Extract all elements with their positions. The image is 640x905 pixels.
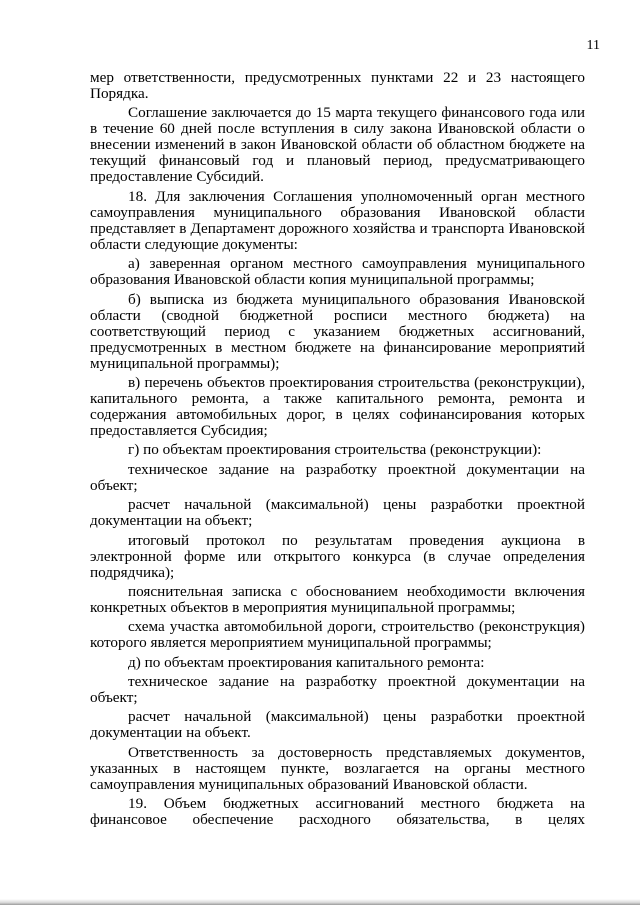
paragraph: техническое задание на разработку проектной документации на объект; bbox=[90, 460, 585, 494]
scan-edge bbox=[0, 899, 640, 905]
paragraph: Ответственность за достоверность представляемых документов, указанных в настоящем пункте, возлагается на органы местного самоуправления муниципальных образований Ивановской области. bbox=[90, 743, 585, 793]
paragraph: 19. Объем бюджетных ассигнований местного бюджета на финансовое обеспечение расходного обязательства, в целях bbox=[90, 795, 585, 829]
paragraph: пояснительная записка с обоснованием необходимости включения конкретных объектов в мероприятия муниципальной программы; bbox=[90, 582, 585, 616]
paragraph: 18. Для заключения Соглашения уполномоченный орган местного самоуправления муниципального образования Ивановской области представляет в Департамент дорожного хозяйства и транспорта Ивановской области следующие документы: bbox=[90, 187, 585, 253]
paragraph: в) перечень объектов проектирования строительства (реконструкции), капитального ремонта, а также капитального ремонта, ремонта и содержания автомобильных дорог, в целях софинансирования которых предоставляется Субсидия; bbox=[90, 373, 585, 439]
paragraph: д) по объектам проектирования капитального ремонта: bbox=[128, 653, 485, 671]
paragraph: техническое задание на разработку проектной документации на объект; bbox=[90, 673, 585, 707]
document-body bbox=[90, 70, 585, 832]
paragraph: расчет начальной (максимальной) цены разработки проектной документации на объект; bbox=[90, 496, 585, 530]
paragraph: расчет начальной (максимальной) цены разработки проектной документации на объект. bbox=[90, 708, 585, 742]
paragraph: схема участка автомобильной дороги, строительство (реконструкция) которого является мероприятием муниципальной программы; bbox=[90, 618, 585, 652]
paragraph: б) выписка из бюджета муниципального образования Ивановской области (сводной бюджетной росписи местного бюджета) на соответствующий период с указанием бюджетных ассигнований, предусмотренных в местном бюджете на финансирование мероприятий муниципальной программы); bbox=[90, 290, 585, 372]
paragraph: г) по объектам проектирования строительства (реконструкции): bbox=[128, 441, 542, 459]
page-number: 11 bbox=[586, 38, 600, 53]
paragraph: мер ответственности, предусмотренных пунктами 22 и 23 настоящего Порядка. bbox=[90, 69, 585, 102]
paragraph: итоговый протокол по результатам проведения аукциона в электронной форме или открытого конкурса (в случае определения подрядчика); bbox=[90, 531, 585, 581]
paragraph: а) заверенная органом местного самоуправления муниципального образования Ивановской области копия муниципальной программы; bbox=[90, 255, 585, 289]
paragraph: Соглашение заключается до 15 марта текущего финансового года или в течение 60 дней после вступления в силу закона Ивановской области о внесении изменений в закон Ивановской области об областном бюджете на текущий финансовый год и плановый период, предусматривающего предоставление Субсидий. bbox=[90, 104, 585, 186]
